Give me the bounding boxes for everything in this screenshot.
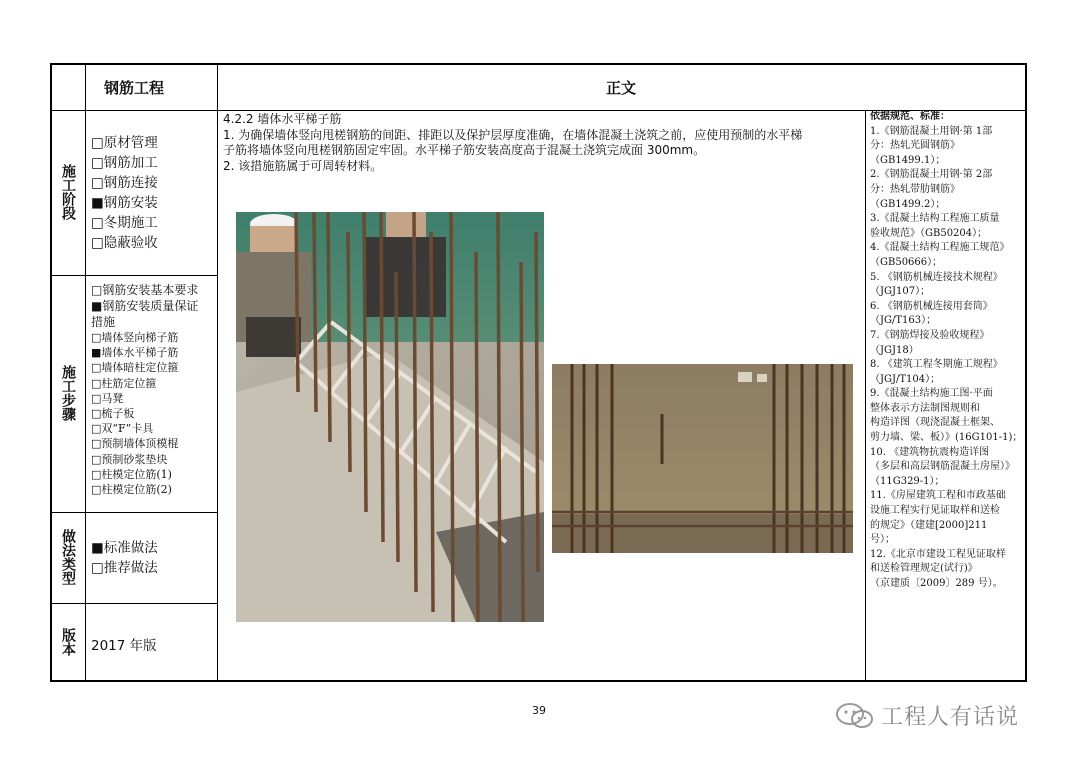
stage-item: □隐蔽验收 — [91, 235, 158, 251]
reference-line: 整体表示方法制图规则和 — [870, 402, 980, 414]
reference-line: 8. 《建筑工程冬期施工规程》 — [870, 359, 1003, 371]
stage-label: 施工阶段 — [60, 164, 76, 220]
references-title: 依据规范、标准： — [870, 111, 950, 122]
method-item: □推荐做法 — [91, 560, 158, 576]
step-item: □墙体竖向梯子筋 — [91, 331, 179, 344]
watermark-text: 工程人有话说 — [881, 705, 1020, 730]
step-item: □柱模定位筋(1) — [91, 467, 172, 481]
reference-line: 分：热轧带肋钢筋》 — [870, 183, 960, 195]
reference-line: 1.《钢筋混凝土用钢·第 1部 — [870, 125, 993, 137]
step-item: □预制砂浆垫块 — [91, 452, 168, 466]
rebar-concrete-photo-illustration — [552, 364, 853, 553]
reference-line: 号）； — [870, 534, 895, 546]
section-title: 4.2.2 墙体水平梯子筋 — [223, 112, 342, 126]
stage-list — [91, 133, 158, 253]
step-item: □墙体暗柱定位箍 — [91, 361, 179, 375]
reference-line: 3.《混凝土结构工程施工质量 — [870, 213, 1000, 225]
watermark — [835, 700, 1019, 731]
ladder-bar-photo — [236, 212, 544, 622]
reference-line: （11G329-1）； — [870, 475, 945, 487]
references-list — [870, 110, 1026, 592]
page-number: 39 — [532, 704, 546, 717]
rebar-concrete-photo — [552, 364, 853, 553]
reference-line: 剪力墙、梁、板）》(16G101-1)； — [870, 432, 1023, 444]
reference-line: 12.《北京市建设工程见证取样 — [870, 548, 1006, 560]
reference-line: 和送检管理规定(试行)》 — [870, 563, 978, 575]
reference-line: （JGJ/T104）； — [870, 373, 941, 385]
reference-line: （JG/T163）； — [870, 315, 937, 327]
steps-label: 施工步骤 — [60, 365, 76, 421]
stage-item: □原材管理 — [91, 135, 158, 151]
wechat-icon — [835, 701, 875, 731]
paragraph-line: 子筋将墙体竖向甩槎钢筋固定牢固。水平梯子筋安装高度高于混凝土浇筑完成面 300mm。 — [223, 143, 706, 157]
reference-line: 11.《房屋建筑工程和市政基础 — [870, 490, 1006, 502]
col-divider — [217, 65, 218, 680]
version-label: 版本 — [60, 628, 76, 656]
step-item: □马凳 — [91, 391, 124, 405]
reference-line: （GB1499.2）； — [870, 198, 946, 210]
method-item: ■标准做法 — [91, 540, 158, 556]
reference-line: 5. 《钢筋机械连接技术规程》 — [870, 271, 1003, 283]
step-item: □柱筋定位箍 — [91, 376, 157, 390]
step-item: □预制墙体顶模棍 — [91, 437, 179, 451]
method-label-cell — [52, 512, 84, 602]
step-item: ■墙体水平梯子筋 — [91, 346, 179, 360]
step-item: □钢筋安装基本要求 — [91, 283, 199, 297]
header-main-title: 正文 — [605, 78, 636, 97]
reference-line: 设施工程实行见证取样和送检 — [870, 505, 1000, 517]
reference-line: 的规定》（建建[2000]211 — [870, 519, 988, 531]
reference-line: 构造详图（现浇混凝土框架、 — [870, 417, 1000, 429]
reference-line: （GB50666）； — [870, 256, 943, 268]
step-item: ■钢筋安装质量保证 — [91, 299, 199, 313]
reference-line: （多层和高层钢筋混凝土房屋）》 — [870, 461, 1015, 473]
reference-line: 2.《钢筋混凝土用钢·第 2部 — [870, 169, 993, 181]
reference-line: 9.《混凝土结构施工图·平面 — [870, 388, 993, 400]
steps-label-cell — [52, 275, 84, 511]
step-item: □双“F”卡具 — [91, 422, 154, 436]
reference-line: （JGJ18） — [870, 344, 919, 356]
stage-item: □钢筋连接 — [91, 175, 158, 191]
col-divider — [865, 111, 866, 680]
reference-line: 7.《钢筋焊接及验收规程》 — [870, 329, 990, 341]
col-divider — [85, 65, 86, 680]
version-label-cell — [52, 603, 84, 681]
step-item: □柱模定位筋(2) — [91, 483, 172, 497]
reference-line: 6. 《钢筋机械连接用套筒》 — [870, 300, 993, 312]
header-left-title: 钢筋工程 — [103, 78, 164, 97]
paragraph-line: 1. 为确保墙体竖向甩槎钢筋的间距、排距以及保护层厚度准确，在墙体混凝土浇筑之前，应使用预制的水平梯 — [223, 127, 803, 142]
reference-line: 验收规范》（GB50204）； — [870, 227, 988, 239]
stage-item: ■钢筋安装 — [91, 195, 158, 211]
paragraph-line: 2. 该措施筋属于可周转材料。 — [223, 158, 383, 173]
reference-line: 分：热轧光圆钢筋》 — [870, 140, 960, 152]
reference-line: 4.《混凝土结构工程施工规范》 — [870, 242, 1010, 254]
reference-line: 10. 《建筑物抗震构造详图 — [870, 446, 990, 458]
ladder-bar-photo-illustration — [236, 212, 544, 622]
method-list — [91, 538, 158, 578]
version-value: 2017 年版 — [91, 638, 157, 654]
reference-line: （GB1499.1）； — [870, 154, 946, 166]
content-text — [223, 112, 863, 174]
reference-line: （JGJ107）； — [870, 286, 931, 298]
step-item: □梳子板 — [91, 407, 135, 421]
stage-label-cell — [52, 110, 84, 274]
method-label: 做法类型 — [60, 529, 76, 585]
reference-line: （京建质〔2009〕289 号）。 — [870, 578, 1003, 589]
stage-item: □钢筋加工 — [91, 155, 158, 171]
steps-list — [91, 282, 213, 497]
stage-item: □冬期施工 — [91, 215, 158, 231]
step-item: 措施 — [91, 315, 116, 329]
